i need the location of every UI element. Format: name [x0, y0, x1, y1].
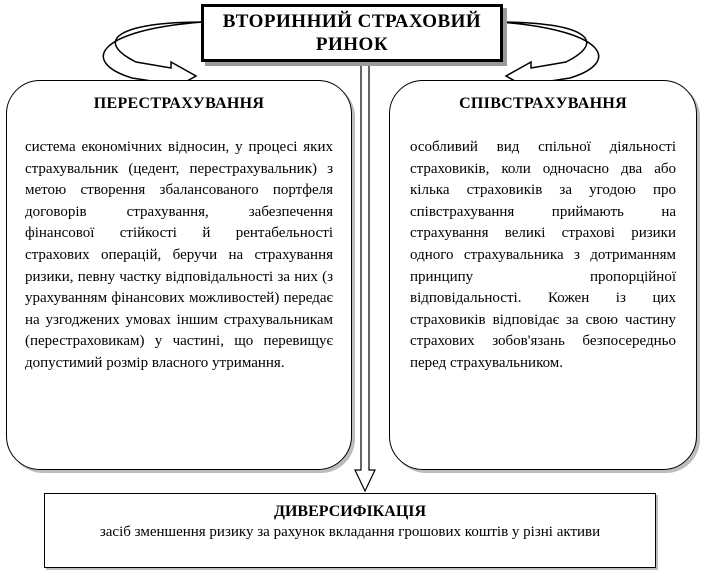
reinsurance-text: система економічних відносин, у процесі яких страхувальник (цедент, перестрахувальник) з метою створення збалансованого портфеля договорів страхування, забезпечення фінансової стійкості й рентабельності страхових операцій, беручи на страхування ризики, певну частку відповідальності за них (з урахуванням фінансових можливостей) передає на узгоджених умовах іншим страхувальникам (перестраховикам) у частині, що перевищує допустимий розмір власного утримання.: [25, 139, 333, 371]
page-title: ВТОРИННИЙ СТРАХОВИЙ РИНОК: [222, 11, 482, 55]
coinsurance-title: СПІВСТРАХУВАННЯ: [459, 95, 627, 112]
down-arrow: [355, 62, 375, 491]
title-box: [201, 4, 503, 62]
diversification-text: засіб зменшення ризику за рахунок вкладання грошових коштів у різні активи: [99, 524, 601, 540]
diversification-title: ДИВЕРСИФІКАЦІЯ: [273, 503, 427, 520]
reinsurance-title: ПЕРЕСТРАХУВАННЯ: [93, 95, 265, 112]
diversification-box: [44, 493, 656, 568]
coinsurance-text: особливий вид спільної діяльності страховиків, коли одночасно два або кілька страховиків за угодою про співстрахування приймають на страхування великі страхові ризики одного страхувальника з дотриманням принципу пропорційної відповідальності. Кожен із цих страховиків відповідає за свою частину страхових зобов'язань безпосередньо перед страхувальником.: [410, 139, 676, 371]
reinsurance-panel: [6, 80, 352, 470]
coinsurance-panel: [389, 80, 697, 470]
